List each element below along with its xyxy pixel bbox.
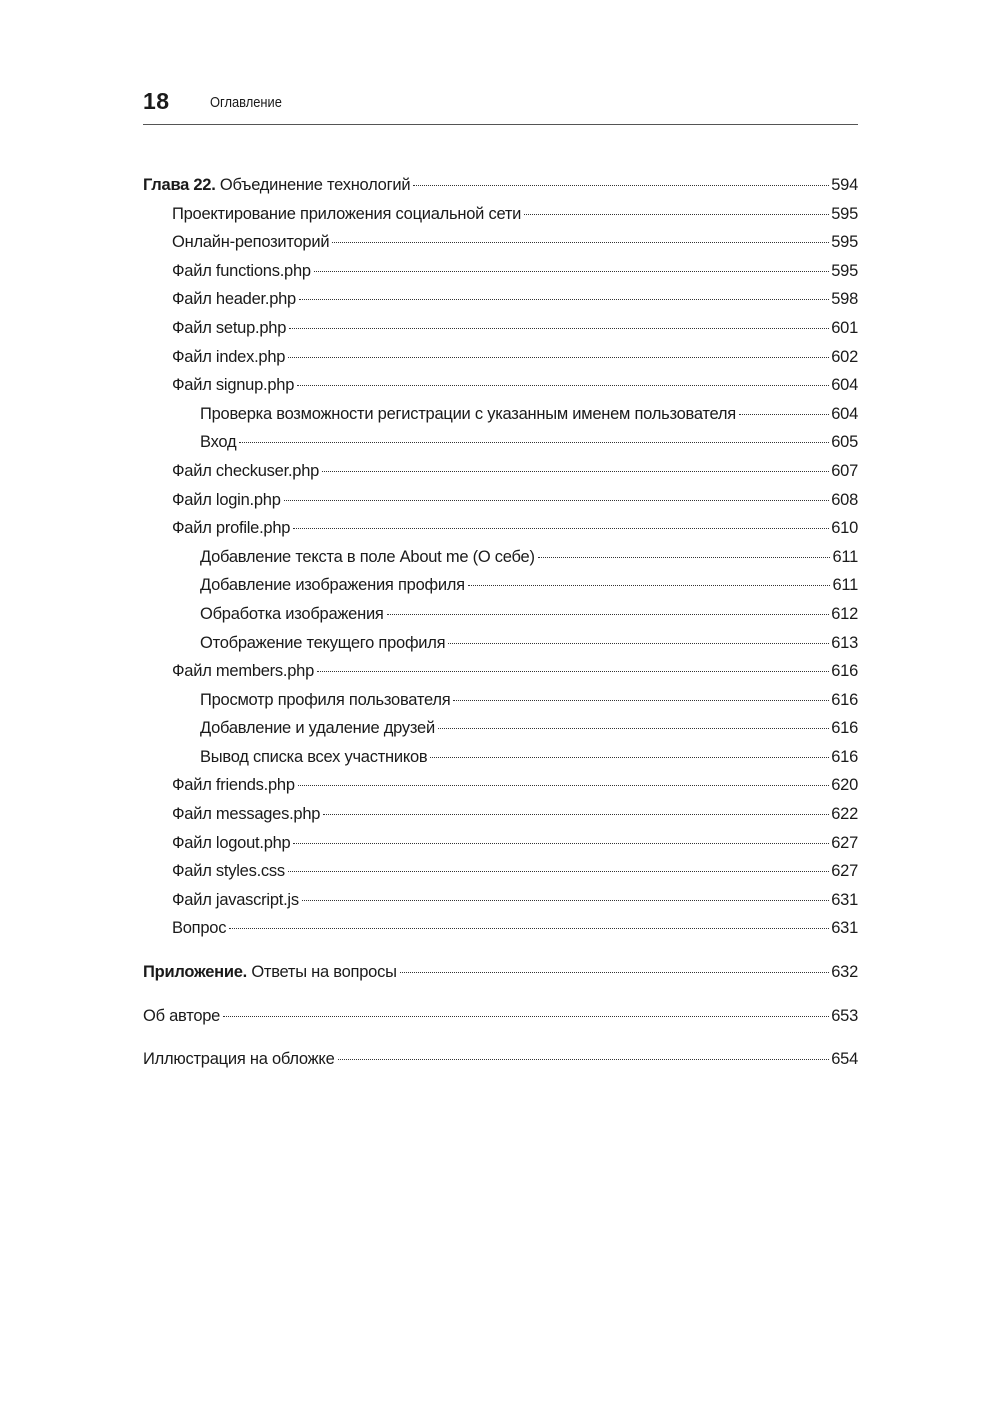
dot-leader (297, 384, 829, 386)
dot-leader (314, 270, 829, 272)
toc-entry-page: 608 (831, 490, 858, 509)
toc-entry-page: 632 (831, 963, 858, 982)
dot-leader (223, 1015, 829, 1017)
dot-leader (289, 327, 829, 329)
toc-entry-title: Файл friends.php (172, 776, 295, 795)
toc-entry (143, 314, 858, 343)
dot-leader (739, 413, 829, 415)
toc-entry-title: Вход (200, 433, 237, 452)
toc-entry-page: 616 (831, 719, 858, 738)
toc-entry-page: 595 (831, 261, 858, 280)
toc-entry-title: Просмотр профиля пользователя (200, 690, 451, 709)
toc-entry-prefix: Приложение. (143, 963, 247, 982)
toc-entry-title: Онлайн-репозиторий (172, 233, 330, 252)
toc-entry-title: Вывод списка всех участников (200, 747, 428, 766)
toc-entry (143, 457, 858, 486)
dot-leader (284, 499, 830, 501)
toc-entry-title: Добавление и удаление друзей (200, 719, 435, 738)
toc-entry (143, 771, 858, 800)
dot-leader (413, 184, 829, 186)
toc-entry (143, 200, 858, 229)
toc-subentry (143, 571, 858, 600)
dot-leader (438, 727, 829, 729)
table-of-contents (143, 171, 858, 1074)
toc-entry-page: 604 (831, 376, 858, 395)
toc-entry-appendix (143, 958, 858, 987)
toc-entry-title: Файл signup.php (172, 376, 295, 395)
toc-entry-page: 622 (831, 805, 858, 824)
toc-entry-prefix: Глава 22. (143, 176, 216, 194)
toc-entry-page: 595 (831, 233, 858, 252)
toc-entry-page: 654 (831, 1050, 858, 1069)
toc-entry-page: 604 (831, 404, 858, 423)
toc-entry-title: Файл functions.php (172, 261, 311, 280)
toc-entry-page: 627 (831, 833, 858, 852)
toc-entry-page: 627 (831, 862, 858, 881)
page-number: 18 (143, 88, 170, 114)
toc-entry (143, 343, 858, 372)
toc-entry-page: 616 (831, 662, 858, 681)
toc-entry-page: 611 (832, 576, 858, 595)
toc-entry-title: Файл index.php (172, 347, 286, 366)
toc-subentry (143, 543, 858, 572)
dot-leader (387, 613, 830, 615)
toc-entry-page: 613 (831, 633, 858, 652)
toc-entry-page: 620 (831, 776, 858, 795)
toc-entry-title: Обработка изображения (200, 604, 384, 623)
toc-entry-title: Файл members.php (172, 662, 315, 681)
toc-entry (143, 886, 858, 915)
toc-entry (143, 228, 858, 257)
toc-entry-page: 616 (831, 690, 858, 709)
toc-subentry (143, 686, 858, 715)
dot-leader (323, 813, 829, 815)
toc-subentry (143, 714, 858, 743)
toc-entry-page: 631 (831, 890, 858, 909)
toc-entry-title: Файл checkuser.php (172, 461, 320, 480)
toc-entry-page: 631 (831, 919, 858, 938)
toc-entry-page: 594 (831, 176, 858, 194)
toc-entry-title: Файл login.php (172, 490, 281, 509)
dot-leader (453, 699, 829, 701)
toc-entry-title: Добавление изображения профиля (200, 576, 465, 595)
toc-entry-title: Проверка возможности регистрации с указанным именем пользователя (200, 404, 736, 423)
toc-entry-page: 598 (831, 290, 858, 309)
toc-subentry (143, 428, 858, 457)
toc-entry-title: Файл setup.php (172, 318, 287, 337)
toc-entry-page: 653 (831, 1006, 858, 1025)
toc-entry-page: 610 (831, 519, 858, 538)
dot-leader (524, 213, 829, 215)
toc-entry (143, 657, 858, 686)
toc-entry-chapter-22 (143, 171, 858, 200)
toc-entry-title: Файл javascript.js (172, 890, 299, 909)
toc-entry-title: Проектирование приложения социальной сети (172, 204, 522, 223)
toc-entry-title: Иллюстрация на обложке (143, 1050, 335, 1069)
toc-entry (143, 857, 858, 886)
dot-leader (317, 670, 829, 672)
toc-entry (143, 371, 858, 400)
toc-entry-title: Вопрос (172, 919, 227, 938)
dot-leader (322, 470, 829, 472)
toc-entry-title: Файл profile.php (172, 519, 291, 538)
toc-entry-title: Файл header.php (172, 290, 296, 309)
dot-leader (332, 241, 829, 243)
dot-leader (468, 584, 831, 586)
toc-entry-page: 605 (831, 433, 858, 452)
toc-entry-page: 595 (831, 204, 858, 223)
toc-entry-title: Файл styles.css (172, 862, 285, 881)
dot-leader (229, 927, 829, 929)
toc-entry (143, 800, 858, 829)
dot-leader (338, 1058, 830, 1060)
running-header (143, 86, 858, 125)
dot-leader (430, 756, 829, 758)
toc-subentry (143, 743, 858, 772)
dot-leader (302, 899, 829, 901)
toc-entry-about-author (143, 1002, 858, 1031)
toc-entry (143, 514, 858, 543)
dot-leader (288, 356, 829, 358)
running-title: Оглавление (210, 94, 282, 111)
toc-subentry (143, 600, 858, 629)
toc-subentry (143, 629, 858, 658)
toc-entry-page: 616 (831, 747, 858, 766)
toc-entry-title: Файл messages.php (172, 805, 321, 824)
toc-entry (143, 914, 858, 943)
toc-entry-title: Ответы на вопросы (251, 963, 397, 982)
toc-entry-title: Файл logout.php (172, 833, 291, 852)
toc-entry-page: 611 (832, 547, 858, 566)
dot-leader (293, 527, 829, 529)
dot-leader (448, 642, 829, 644)
toc-entry-title: Отображение текущего профиля (200, 633, 446, 652)
toc-entry-page: 607 (831, 461, 858, 480)
dot-leader (538, 556, 831, 558)
dot-leader (299, 298, 829, 300)
toc-entry-page: 601 (831, 318, 858, 337)
toc-entry (143, 486, 858, 515)
dot-leader (239, 441, 829, 443)
dot-leader (400, 971, 830, 973)
toc-entry-cover-illustration (143, 1045, 858, 1074)
dot-leader (298, 784, 829, 786)
toc-entry-page: 612 (831, 604, 858, 623)
toc-entry-title: Объединение технологий (219, 176, 411, 194)
toc-entry (143, 257, 858, 286)
toc-entry-title: Добавление текста в поле About me (О себе) (200, 547, 535, 566)
toc-entry-title: Об авторе (143, 1006, 221, 1025)
toc-entry-page: 602 (831, 347, 858, 366)
dot-leader (288, 870, 829, 872)
toc-entry (143, 285, 858, 314)
toc-entry (143, 829, 858, 858)
dot-leader (293, 842, 829, 844)
toc-subentry (143, 400, 858, 429)
